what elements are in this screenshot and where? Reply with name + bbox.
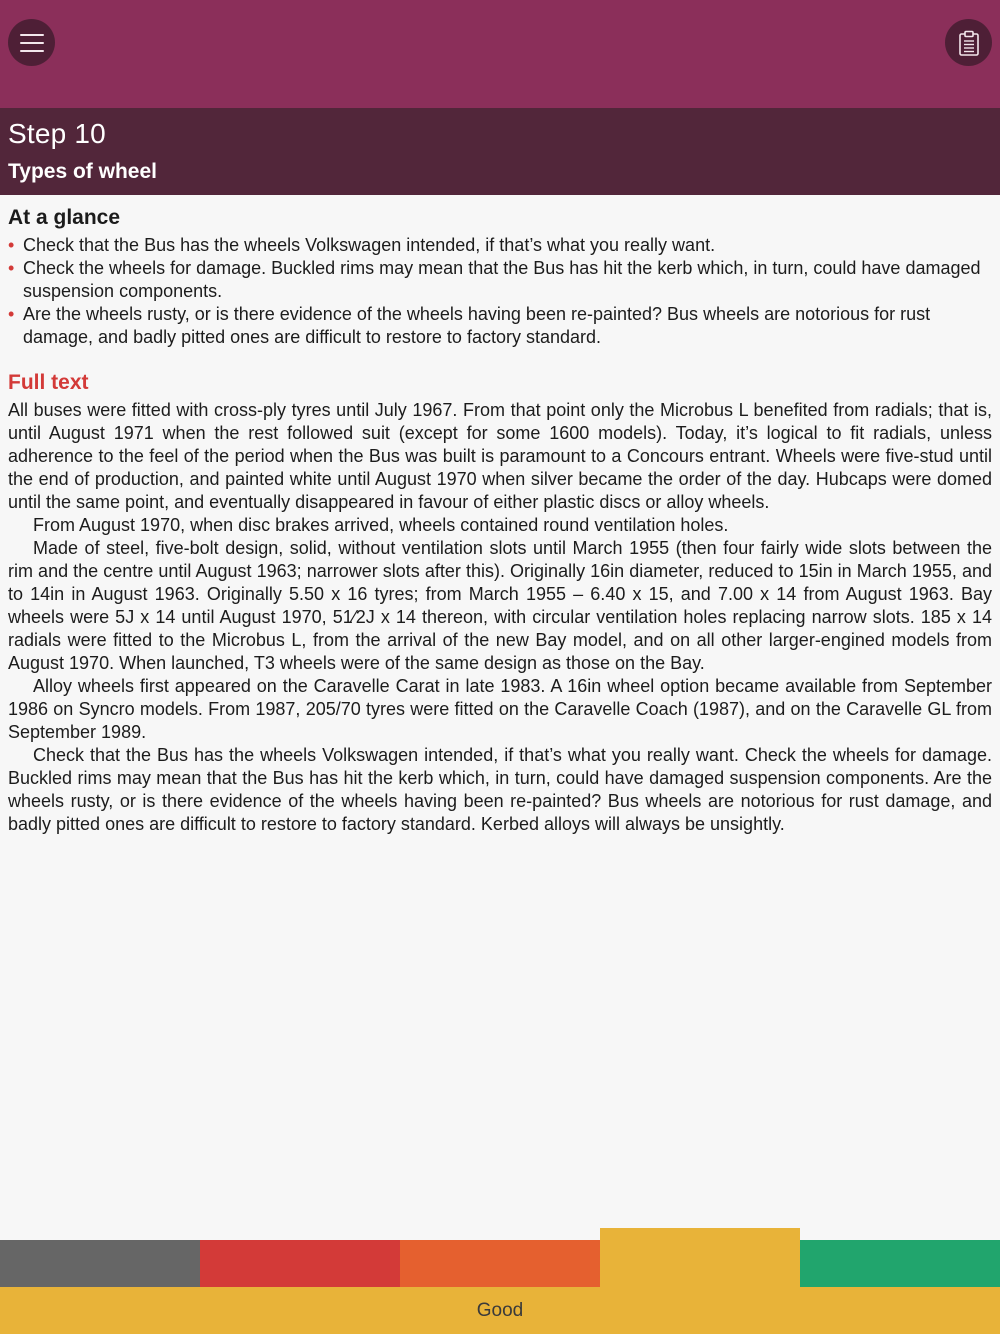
clipboard-checklist-icon	[958, 30, 980, 56]
rating-selector	[0, 1240, 1000, 1287]
list-item: • Check that the Bus has the wheels Volkswagen intended, if that’s what you really want.	[8, 235, 716, 255]
at-a-glance-list	[8, 234, 992, 349]
step-content	[8, 204, 992, 836]
paragraph: All buses were fitted with cross-ply tyres until July 1967. From that point only the Microbus L benefited from radials; that is, until August 1971 when the rest followed suit (except for some 1600 models). Today, it’s logical to fit radials, unless adherence to the feel of the period when the Bus was built is paramount to a Concours entrant. Wheels were five-stud until the end of production, and painted white until August 1970 when silver became the order of the day. Hubcaps were domed until the same point, and eventually disappeared in favour of either plastic discs or alloy wheels.	[8, 400, 992, 512]
step-title: Step 10	[8, 118, 106, 149]
rating-label-bar	[0, 1287, 1000, 1334]
rating-segment-4[interactable]	[600, 1228, 800, 1287]
paragraph: Made of steel, five-bolt design, solid, without ventilation slots until March 1955 (then four fairly wide slots between the rim and the centre until August 1963; narrower slots after this). Originally 16in diameter, reduced to 15in in March 1955, and to 14in in August 1963. Originally 5.50 x 16 tyres; from March 1955 – 6.40 x 15, and 7.00 x 14 from August 1963. Bay wheels were 5J x 14 until August 1970, 51⁄2J x 14 thereon, with circular ventilation holes replacing narrow slots. 185 x 14 radials were fitted to the Microbus L, from the arrival of the new Bay model, and on all other larger-engined models from August 1970. When launched, T3 wheels were of the same design as those on the Bay.	[8, 538, 992, 673]
paragraph: From August 1970, when disc brakes arrived, wheels contained round ventilation holes.	[33, 515, 729, 535]
bullet-icon: •	[8, 304, 15, 324]
top-app-bar	[0, 0, 1000, 108]
paragraph: Alloy wheels first appeared on the Caravelle Carat in late 1983. A 16in wheel option became available from September 1986 on Syncro models. From 1987, 205/70 tyres were fitted on the Caravelle Coach (1987), and on the Caravelle GL from September 1989.	[8, 676, 992, 742]
rating-segment-1[interactable]	[0, 1240, 200, 1287]
checklist-button[interactable]	[945, 19, 992, 66]
at-a-glance-heading: At a glance	[8, 206, 121, 229]
bullet-icon: •	[8, 258, 15, 278]
step-subtitle: Types of wheel	[8, 160, 157, 183]
hamburger-menu-icon	[20, 34, 44, 52]
rating-segment-3[interactable]	[400, 1240, 600, 1287]
rating-label: Good	[476, 1299, 524, 1321]
list-item: • Check the wheels for damage. Buckled rims may mean that the Bus has hit the kerb which, in turn, could have damaged suspension components.	[8, 258, 981, 301]
full-text-body	[8, 399, 992, 836]
full-text-heading: Full text	[8, 371, 89, 394]
rating-segment-2[interactable]	[200, 1240, 400, 1287]
paragraph: Check that the Bus has the wheels Volkswagen intended, if that’s what you really want. Check the wheels for damage. Buckled rims may mean that the Bus has hit the kerb which, in turn, could have damaged suspension components. Are the wheels rusty, or is there evidence of the wheels having been re-painted? Bus wheels are notorious for rust damage, and badly pitted ones are difficult to restore to factory standard. Kerbed alloys will always be unsightly.	[8, 745, 992, 834]
rating-segment-5[interactable]	[800, 1240, 1000, 1287]
step-header	[0, 108, 1000, 195]
list-item: • Are the wheels rusty, or is there evidence of the wheels having been re-painted? Bus wheels are notorious for rust damage, and badly pitted ones are difficult to restore to factory standard.	[8, 304, 931, 347]
menu-button[interactable]	[8, 19, 55, 66]
bullet-icon: •	[8, 235, 15, 255]
